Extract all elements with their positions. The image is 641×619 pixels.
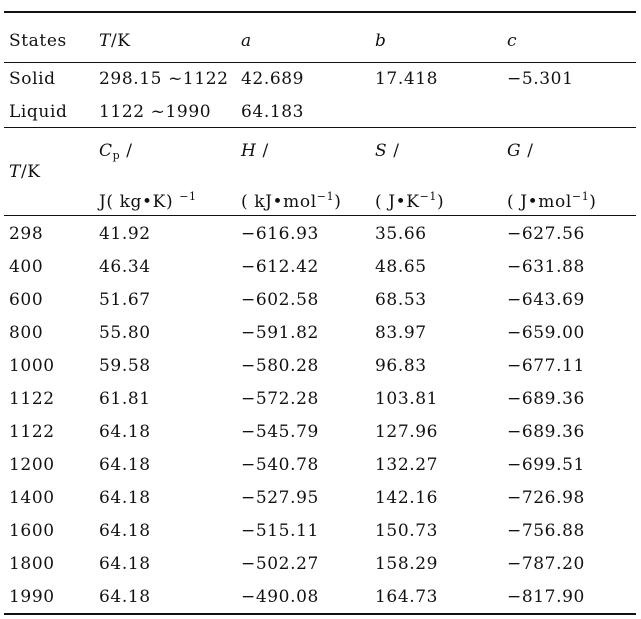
temperature-range-header: T/K: [99, 31, 131, 51]
coeff-row-solid: [0, 64, 641, 94]
s-value: 35.66: [375, 224, 427, 244]
cp-value: 46.34: [99, 257, 151, 277]
t-value: 1122: [9, 422, 55, 442]
t-header: T/K: [9, 162, 41, 182]
s-value: 142.16: [375, 488, 439, 508]
s-value: 127.96: [375, 422, 439, 442]
t-value: 1800: [9, 554, 55, 574]
cp-value: 64.18: [99, 455, 151, 475]
prop-header-rule: [4, 215, 636, 216]
state-name: Liquid: [9, 102, 68, 122]
t-value: 1000: [9, 356, 55, 376]
table-row: [0, 252, 641, 282]
g-value: −631.88: [507, 257, 585, 277]
states-header: States: [9, 31, 67, 51]
cp-value: 64.18: [99, 554, 151, 574]
g-unit: ( J•mol$^{-1}$): [507, 190, 597, 212]
table-row: [0, 549, 641, 579]
table-row: [0, 219, 641, 249]
state-name: Solid: [9, 69, 56, 89]
table-row: [0, 351, 641, 381]
coeff-header-row: [0, 26, 641, 56]
s-value: 132.27: [375, 455, 439, 475]
s-value: 83.97: [375, 323, 427, 343]
cp-value: 55.80: [99, 323, 151, 343]
s-value: 48.65: [375, 257, 427, 277]
g-value: −787.20: [507, 554, 585, 574]
cp-value: 64.18: [99, 587, 151, 607]
coeff-header-rule: [4, 62, 636, 63]
g-value: −726.98: [507, 488, 585, 508]
coeff-c-header: c: [507, 31, 518, 51]
cp-header: $C_p$ /: [99, 141, 133, 162]
t-value: 800: [9, 323, 44, 343]
h-value: −591.82: [241, 323, 319, 343]
h-value: −580.28: [241, 356, 319, 376]
coeff-b-header: b: [375, 31, 387, 51]
table-row: [0, 285, 641, 315]
g-value: −659.00: [507, 323, 585, 343]
cp-value: 41.92: [99, 224, 151, 244]
coeff-a-header: a: [241, 31, 252, 51]
s-header: S /: [375, 141, 400, 161]
h-value: −616.93: [241, 224, 319, 244]
t-value: 1990: [9, 587, 55, 607]
h-value: −612.42: [241, 257, 319, 277]
table-row: [0, 417, 641, 447]
g-header: G /: [507, 141, 534, 161]
table-row: [0, 450, 641, 480]
cp-value: 59.58: [99, 356, 151, 376]
s-value: 103.81: [375, 389, 439, 409]
h-value: −545.79: [241, 422, 319, 442]
cp-value: 64.18: [99, 422, 151, 442]
h-value: −527.95: [241, 488, 319, 508]
g-value: −699.51: [507, 455, 585, 475]
t-value: 1122: [9, 389, 55, 409]
s-value: 158.29: [375, 554, 439, 574]
coeff-a-value: 64.183: [241, 102, 305, 122]
t-value: 400: [9, 257, 44, 277]
s-value: 96.83: [375, 356, 427, 376]
h-header: H /: [241, 141, 269, 161]
s-value: 150.73: [375, 521, 439, 541]
g-value: −817.90: [507, 587, 585, 607]
g-value: −689.36: [507, 389, 585, 409]
table-row: [0, 516, 641, 546]
temperature-range: 1122 ~1990: [99, 102, 212, 122]
t-value: 1200: [9, 455, 55, 475]
cp-value: 64.18: [99, 521, 151, 541]
s-unit: ( $J•K^{-1}$): [375, 190, 445, 212]
s-value: 164.73: [375, 587, 439, 607]
temperature-range: 298.15 ~1122: [99, 69, 229, 89]
prop-header-row-2: [0, 182, 641, 212]
g-value: −643.69: [507, 290, 585, 310]
t-value: 1600: [9, 521, 55, 541]
h-value: −602.58: [241, 290, 319, 310]
t-value: 600: [9, 290, 44, 310]
t-value: 1400: [9, 488, 55, 508]
h-value: −540.78: [241, 455, 319, 475]
cp-value: 64.18: [99, 488, 151, 508]
table-row: [0, 483, 641, 513]
table-row: [0, 582, 641, 612]
table-top-rule: [4, 11, 636, 13]
h-value: −572.28: [241, 389, 319, 409]
h-value: −490.08: [241, 587, 319, 607]
g-value: −677.11: [507, 356, 585, 376]
coeff-a-value: 42.689: [241, 69, 305, 89]
g-value: −689.36: [507, 422, 585, 442]
cp-unit: J( kg•K) $^{-1}$: [99, 190, 197, 212]
cp-value: 51.67: [99, 290, 151, 310]
g-value: −627.56: [507, 224, 585, 244]
coeff-row-liquid: [0, 97, 641, 127]
table-row: [0, 384, 641, 414]
coeff-b-value: 17.418: [375, 69, 439, 89]
coeff-c-value: −5.301: [507, 69, 574, 89]
h-unit: ( kJ•mol$^{-1}$): [241, 190, 342, 212]
table-row: [0, 318, 641, 348]
cp-value: 61.81: [99, 389, 151, 409]
h-value: −515.11: [241, 521, 319, 541]
section-divider-rule: [4, 127, 636, 128]
s-value: 68.53: [375, 290, 427, 310]
g-value: −756.88: [507, 521, 585, 541]
h-value: −502.27: [241, 554, 319, 574]
table-bottom-rule: [4, 613, 636, 615]
t-value: 298: [9, 224, 44, 244]
